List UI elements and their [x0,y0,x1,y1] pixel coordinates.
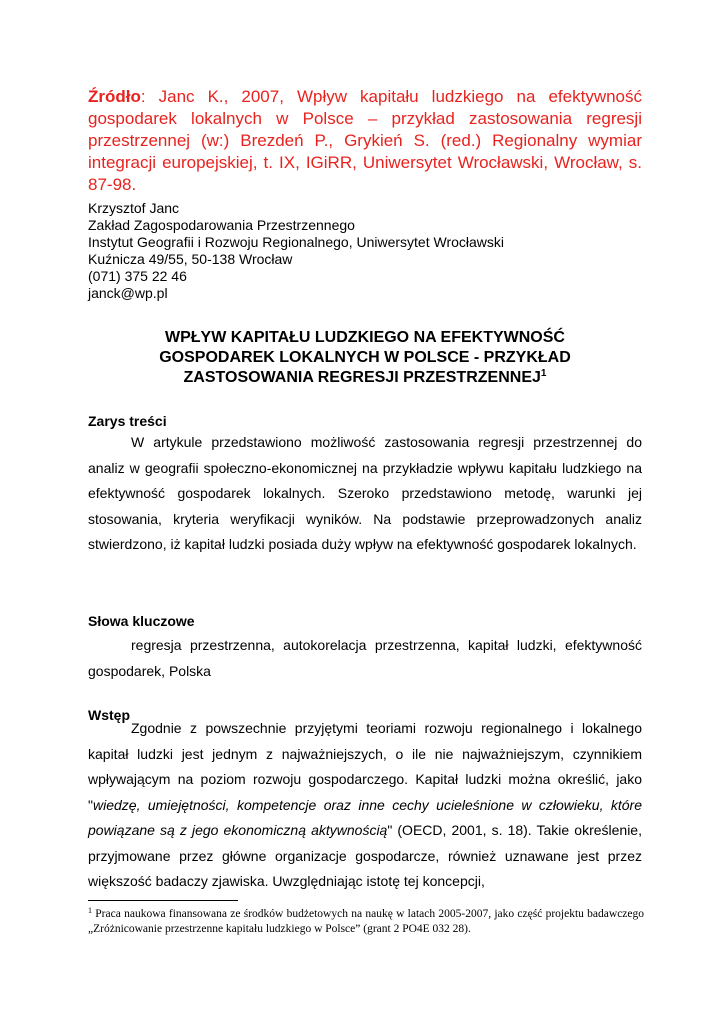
footnote-text: Praca naukowa finansowana ze środków budżetowych na naukę w latach 2005-2007, jako część projektu badawczego „Zróżnicowanie przestrzenne kapitału ludzkiego w Polsce” (grant 2 PO4E 032 28). [88,908,645,935]
intro-heading: Wstęp [88,707,130,723]
source-label: Źródło [88,87,141,106]
title-line-3-text: ZASTOSOWANIA REGRESJI PRZESTRZENNEJ [183,369,541,386]
abstract-heading: Zarys treści [88,413,167,429]
footnote [88,907,644,937]
title-line-1: WPŁYW KAPITAŁU LUDZKIEGO NA EFEKTYWNOŚĆ [165,329,565,346]
abstract-body: W artykule przedstawiono możliwość zastosowania regresji przestrzennej do analiz w geografii społeczno-ekonomicznej na przykładzie wpływu kapitału ludzkiego na efektywność gospodarek lokalnych. Szeroko przedstawiono metodę, warunki jej stosowania, kryteria weryfikacji wyników. Na podstawie przeprowadzonych analiz stwierdzono, iż kapitał ludzki posiada duży wpływ na efektywność gospodarek lokalnych. [88,434,642,552]
footnote-mark: 1 [88,906,92,915]
keywords-text [88,633,642,684]
intro-quote: wiedzę, umiejętności, kompetencje oraz inne cechy ucieleśnione w człowieku, które powiązane są z jego ekonomiczną aktywnością [88,796,642,838]
author-institute: Instytut Geografii i Rozwoju Regionalnego, Uniwersytet Wrocławski [88,234,505,250]
author-block [88,200,648,302]
keywords-body: regresja przestrzenna, autokorelacja przestrzenna, kapitał ludzki, efektywność gospodarek, Polska [88,637,642,679]
paper-title [88,328,642,388]
author-address: Kuźnicza 49/55, 50-138 Wrocław [88,251,293,267]
intro-text [88,716,642,895]
author-department: Zakład Zagospodarowania Przestrzennego [88,217,355,233]
author-name: Krzysztof Janc [88,200,180,216]
intro-text-before: Zgodnie z powszechnie przyjętymi teoriami rozwoju regionalnego i lokalnego kapitał ludzki jest jednym z najważniejszych, o ile nie najważniejszym, czynnikiem wpływającym na poziom rozwoju gospodarczego. Kapitał ludzki można określić, jako " [88,720,642,813]
keywords-heading: Słowa kluczowe [88,613,195,629]
author-email: janck@wp.pl [88,285,168,301]
title-footnote-mark: 1 [540,368,547,379]
source-text: : Janc K., 2007, Wpływ kapitału ludzkiego na efektywność gospodarek lokalnych w Polsce – przykład zastosowania regresji przestrzennej (w:) Brezdeń P., Grykień S. (red.) Regionalny wymiar integracji europejskiej, t. IX, IGiRR, Uniwersytet Wrocławski, Wrocław, s. 87-98. [88,87,642,194]
intro-text-after: " (OECD, 2001, s. 18). Takie określenie, przyjmowane przez główne organizacje gospodarcze, również uznawane jest przez większość badaczy zjawiska. Uwzględniając istotę tej koncepcji, [88,822,642,889]
footnote-separator [88,900,238,901]
author-phone: (071) 375 22 46 [88,268,187,284]
abstract-text [88,430,642,558]
title-line-3 [88,368,642,388]
source-citation [88,86,642,196]
title-line-2: GOSPODAREK LOKALNYCH W POLSCE - PRZYKŁAD [159,349,571,366]
